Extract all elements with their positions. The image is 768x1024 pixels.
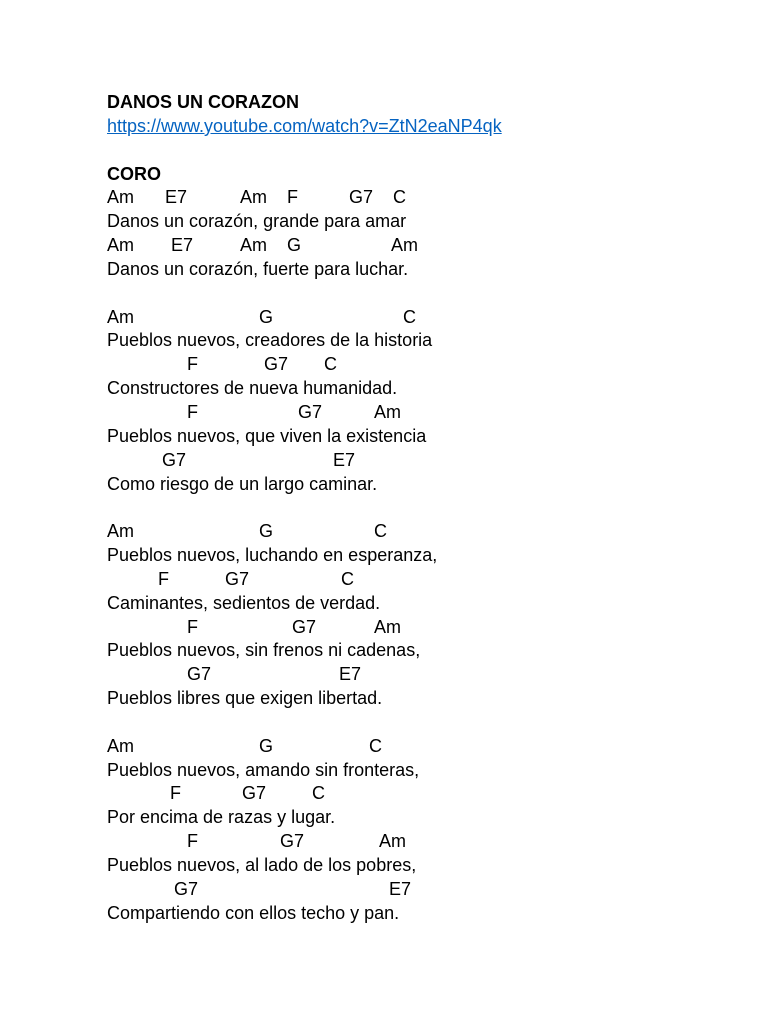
chord: Am — [107, 735, 134, 756]
song-title: DANOS UN CORAZON — [107, 92, 299, 112]
chord-line — [107, 306, 747, 330]
lyric-line: Pueblos nuevos, amando sin fronteras, — [107, 759, 420, 780]
chord: F — [287, 187, 298, 208]
chord: Am — [240, 235, 267, 256]
chord-line — [107, 449, 747, 473]
lyric-line: Pueblos nuevos, luchando en esperanza, — [107, 545, 438, 566]
chord: C — [369, 735, 382, 756]
chord: G7 — [174, 878, 199, 899]
chord: Am — [107, 235, 134, 256]
chord: F — [187, 354, 198, 375]
chord: C — [341, 568, 354, 589]
chord: C — [374, 521, 387, 542]
chord-line — [107, 568, 747, 592]
lyric-line: Pueblos libres que exigen libertad. — [107, 688, 383, 709]
chord: G — [259, 521, 274, 542]
chord: G7 — [298, 401, 323, 422]
chord-line — [107, 186, 747, 210]
lyric-line: Pueblos nuevos, al lado de los pobres, — [107, 855, 417, 875]
chord: G — [259, 306, 274, 327]
chord: F — [187, 616, 198, 637]
chord: Am — [374, 616, 401, 637]
chord-line — [107, 401, 747, 425]
chord: E7 — [389, 878, 412, 899]
youtube-link[interactable]: https://www.youtube.com/watch?v=ZtN2eaNP4qk — [107, 115, 502, 136]
chord: E7 — [171, 235, 194, 256]
lyric-line: Caminantes, sedientos de verdad. — [107, 592, 381, 613]
section-heading-coro: CORO — [107, 163, 161, 184]
spacer — [107, 139, 747, 163]
chord: Am — [391, 235, 418, 256]
chord: Am — [107, 521, 134, 542]
chord: C — [324, 354, 337, 375]
chord: C — [393, 187, 406, 208]
chord: G7 — [292, 616, 317, 637]
lyric-line: Pueblos nuevos, creadores de la historia — [107, 330, 433, 351]
lyric-line: Danos un corazón, grande para amar — [107, 211, 407, 232]
chord: Am — [379, 831, 406, 852]
chord: G7 — [280, 831, 305, 852]
chord: G7 — [242, 783, 267, 804]
chord: G7 — [162, 449, 187, 470]
lyric-line: Por encima de razas y lugar. — [107, 807, 336, 828]
chord-line — [107, 830, 747, 854]
chord-line — [107, 735, 747, 759]
chord: E7 — [165, 187, 188, 208]
chord: C — [403, 306, 416, 327]
chord: F — [158, 568, 169, 589]
chord-line — [107, 782, 747, 806]
lyric-line: Como riesgo de un largo caminar. — [107, 473, 378, 494]
chord: C — [312, 783, 325, 804]
chord-line — [107, 878, 747, 902]
chord: Am — [374, 401, 401, 422]
chord-line — [107, 663, 747, 687]
chord: F — [187, 401, 198, 422]
chord: G7 — [349, 187, 374, 208]
song-sheet — [107, 91, 747, 926]
chord: E7 — [333, 449, 356, 470]
chord: G7 — [264, 354, 289, 375]
chord: G7 — [187, 664, 212, 685]
chord: G — [259, 735, 274, 756]
chord: Am — [107, 187, 134, 208]
lyric-line: Constructores de nueva humanidad. — [107, 378, 398, 399]
chord: G7 — [225, 568, 250, 589]
chord-line — [107, 520, 747, 544]
spacer — [107, 496, 747, 520]
lyric-line: Pueblos nuevos, sin frenos ni cadenas, — [107, 640, 421, 661]
spacer — [107, 711, 747, 735]
chord-line — [107, 353, 747, 377]
lyric-line: Compartiendo con ellos techo y pan. — [107, 902, 400, 923]
spacer — [107, 282, 747, 306]
chord: E7 — [339, 664, 362, 685]
lyric-line: Danos un corazón, fuerte para luchar. — [107, 258, 409, 279]
chord-line — [107, 616, 747, 640]
chord: Am — [240, 187, 267, 208]
lyric-line: Pueblos nuevos, que viven la existencia — [107, 425, 427, 446]
chord: G — [287, 235, 302, 256]
chord: F — [187, 831, 198, 852]
chord-line — [107, 234, 747, 258]
chord: Am — [107, 306, 134, 327]
chord: F — [170, 783, 181, 804]
